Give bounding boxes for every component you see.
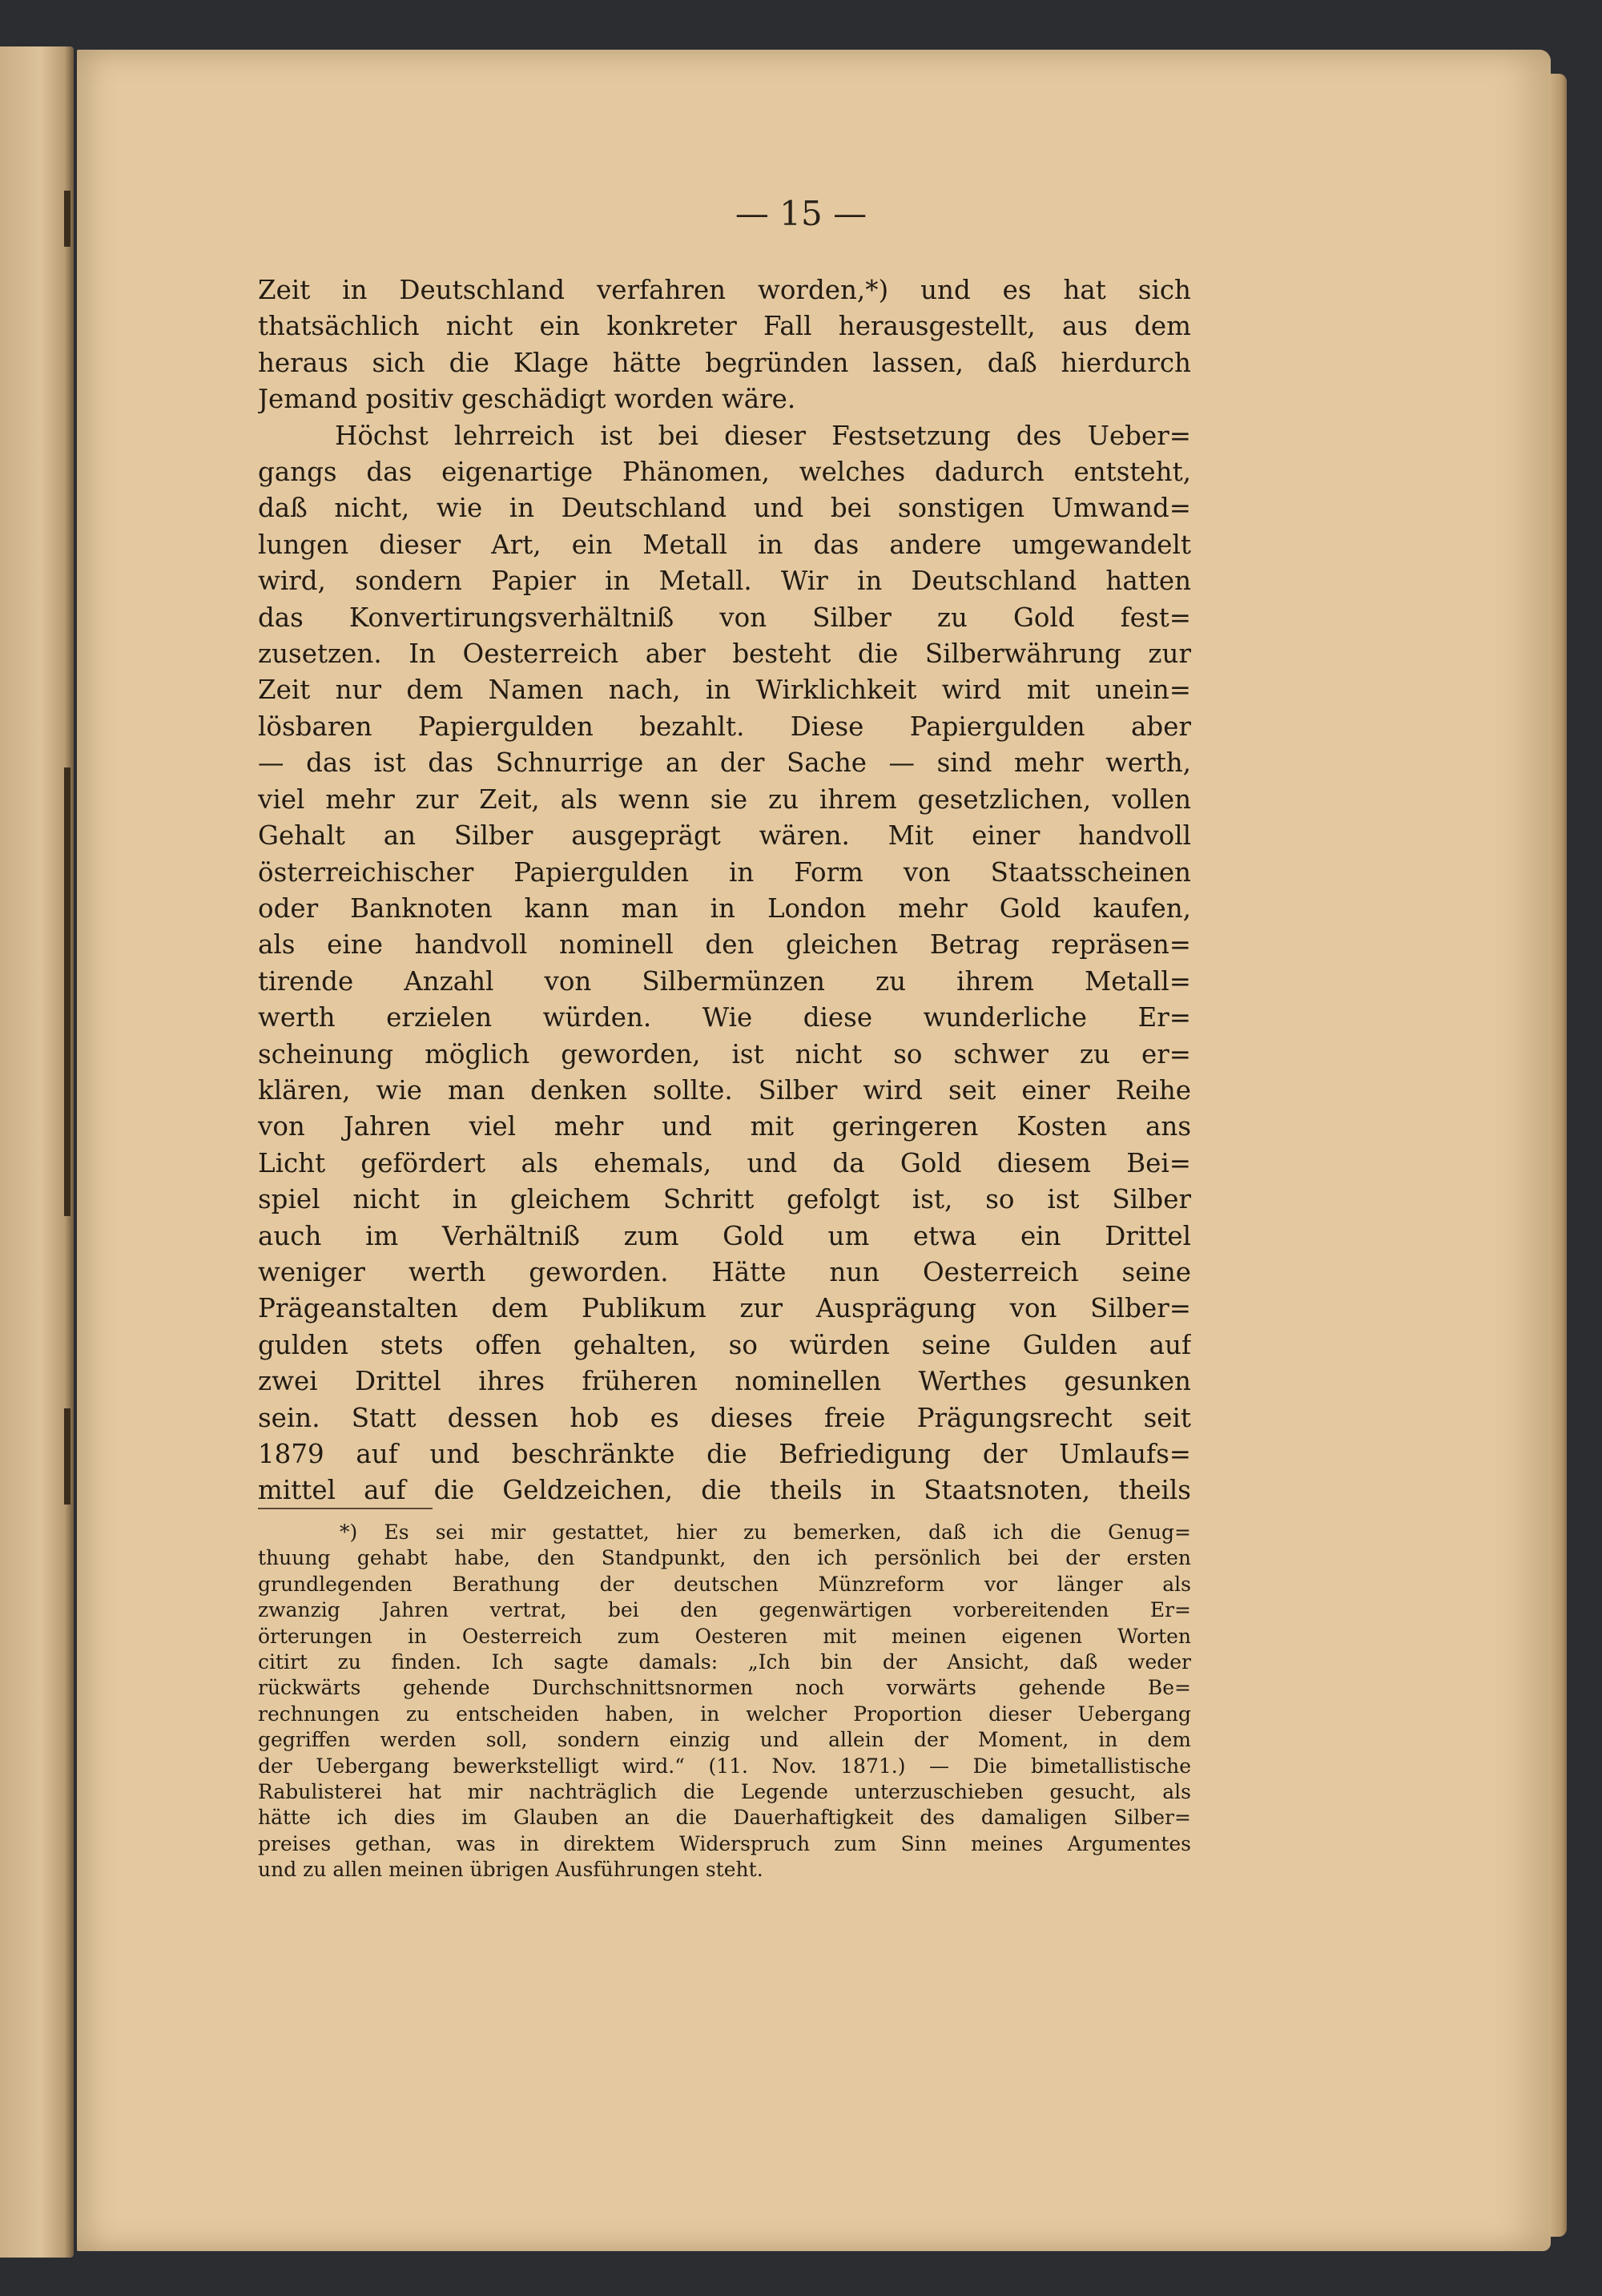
previous-page-edge [0,46,74,2258]
text-line: gangs das eigenartige Phänomen, welches dadurch entsteht, [258,457,1191,488]
text-line: viel mehr zur Zeit, als wenn sie zu ihrem gesetzlichen, vollen [258,783,1191,815]
footnote-rule [258,1508,433,1509]
text-line: zwei Drittel ihres früheren nominellen Werthes gesunken [258,1366,1191,1397]
text-line: tirende Anzahl von Silbermünzen zu ihrem Metall= [258,965,1191,997]
text-line: spiel nicht in gleichem Schritt gefolgt ist, so ist Silber [258,1184,1191,1215]
footnote-line: hätte ich dies im Glauben an die Dauerhaftigkeit des damaligen Silber= [258,1806,1191,1830]
text-line: lungen dieser Art, ein Metall in das andere umgewandelt [258,529,1191,560]
footnote-line: citirt zu finden. Ich sagte damals: „Ich bin der Ansicht, daß weder [258,1650,1191,1674]
footnote-line: thuung gehabt habe, den Standpunkt, den ich persönlich bei der ersten [258,1546,1191,1570]
text-line: von Jahren viel mehr und mit geringeren Kosten ans [258,1111,1191,1142]
text-line: werth erzielen würden. Wie diese wunderliche Er= [258,1002,1191,1033]
text-line: lösbaren Papiergulden bezahlt. Diese Papiergulden aber [258,711,1191,742]
text-line: klären, wie man denken sollte. Silber wird seit einer Reihe [258,1074,1191,1106]
footnote-line: grundlegenden Berathung der deutschen Münzreform vor länger als [258,1572,1191,1596]
text-line: scheinung möglich geworden, ist nicht so schwer zu er= [258,1038,1191,1069]
footnote-line: örterungen in Oesterreich zum Oesteren mit meinen eigenen Worten [258,1624,1191,1648]
footnote-line: Rabulisterei hat mir nachträglich die Legende unterzuschieben gesucht, als [258,1780,1191,1804]
text-line: Gehalt an Silber ausgeprägt wären. Mit einer handvoll [258,820,1191,852]
footnote-line: *) Es sei mir gestattet, hier zu bemerken, daß ich die Genug= [340,1521,1191,1544]
text-line: 1879 auf und beschränkte die Befriedigung der Umlaufs= [258,1439,1191,1469]
text-line: heraus sich die Klage hätte begründen lassen, daß hierdurch [258,347,1191,378]
text-line: als eine handvoll nominell den gleichen Betrag repräsen= [258,929,1191,961]
text-line: gulden stets offen gehalten, so würden seine Gulden auf [258,1329,1191,1360]
text-line: auch im Verhältniß zum Gold um etwa ein Drittel [258,1220,1191,1251]
text-line: Zeit in Deutschland verfahren worden,*) und es hat sich [258,275,1191,305]
text-line: oder Banknoten kann man in London mehr Gold kaufen, [258,892,1191,924]
footnote-line: rückwärts gehende Durchschnittsnormen noch vorwärts gehende Be= [258,1676,1191,1700]
text-line: zusetzen. In Oesterreich aber besteht die Silberwährung zur [258,638,1191,670]
text-line: Höchst lehrreich ist bei dieser Festsetzung des Ueber= [335,420,1191,451]
footnote-line: preises gethan, was in direktem Widerspruch zum Sinn meines Argumentes [258,1831,1191,1855]
text-line: daß nicht, wie in Deutschland und bei sonstigen Umwand= [258,493,1191,524]
page-number: — 15 — [735,194,867,233]
text-line: thatsächlich nicht ein konkreter Fall herausgestellt, aus dem [258,311,1191,342]
text-line: Jemand positiv geschädigt worden wäre. [258,384,796,415]
text-line: das Konvertirungsverhältniß von Silber zu Gold fest= [258,602,1191,633]
binding-mark [64,1408,70,1504]
text-line: Licht gefördert als ehemals, und da Gold diesem Bei= [258,1147,1191,1178]
footnote [258,1520,1191,1883]
text-line: mittel auf die Geldzeichen, die theils in Staatsnoten, theils [258,1475,1191,1506]
text-line: Zeit nur dem Namen nach, in Wirklichkeit wird mit unein= [258,675,1191,706]
footnote-line: der Uebergang bewerkstelligt wird.“ (11. Nov. 1871.) — Die bimetallistische [258,1754,1191,1778]
footnote-line: rechnungen zu entscheiden haben, in welcher Proportion dieser Uebergang [258,1702,1191,1726]
binding-mark [64,767,70,1216]
text-line: österreichischer Papiergulden in Form von Staatsscheinen [258,856,1191,888]
text-line: — das ist das Schnurrige an der Sache — sind mehr werth, [258,747,1191,779]
text-line: weniger werth geworden. Hätte nun Oesterreich seine [258,1256,1191,1287]
text-line: Prägeanstalten dem Publikum zur Ausprägung von Silber= [258,1293,1191,1324]
main-text [258,272,1191,1509]
page-stack-edge [1549,74,1567,2237]
footnote-line: gegriffen werden soll, sondern einzig und allein der Moment, in dem [258,1728,1191,1752]
text-line: wird, sondern Papier in Metall. Wir in Deutschland hatten [258,566,1191,597]
footnote-line: zwanzig Jahren vertrat, bei den gegenwärtigen vorbereitenden Er= [258,1598,1191,1622]
text-line: sein. Statt dessen hob es dieses freie Prägungsrecht seit [258,1402,1191,1433]
footnote-line: und zu allen meinen übrigen Ausführungen steht. [258,1858,763,1882]
